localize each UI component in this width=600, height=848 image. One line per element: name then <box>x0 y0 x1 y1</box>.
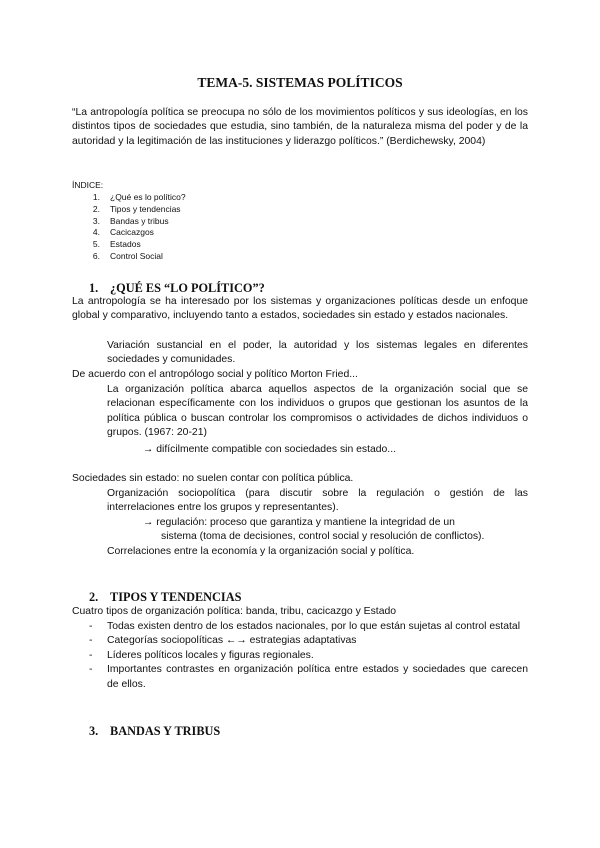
list-item: - Importantes contrastes en organización política entre estados y sociedades que carecen de ellos. <box>89 664 528 690</box>
sociopolitical-org: Organización sociopolítica (para discutir sobre la regulación o gestión de las interrelaciones entre los grupos y representantes). <box>107 488 528 514</box>
correlations-text: Correlaciones entre la economía y la organización social y política. <box>107 546 415 557</box>
fried-quote: La organización política abarca aquellos aspectos de la organización social que se relacionan específicamente con los individuos o grupos que gestionan los asuntos de la política pública o buscan controlar los compromisos o actividades de dichos individuos o grupos. (1967: 20-21) <box>107 384 528 439</box>
fried-intro: De acuerdo con el antropólogo social y político Morton Fried... <box>72 369 358 380</box>
index-heading: ÍNDICE: <box>72 180 104 190</box>
list-item: - Líderes políticos locales y figuras regionales. <box>89 649 314 661</box>
list-item: - Categorías sociopolíticas ←→ estrategias adaptativas <box>89 635 357 647</box>
list-item: - Todas existen dentro de los estados nacionales, por lo que están sujetas al control estatal <box>89 621 520 632</box>
stateless-societies: Sociedades sin estado: no suelen contar con política pública. <box>72 473 354 484</box>
section-2-bullets <box>89 620 528 692</box>
section-2-heading: 2. TIPOS Y TENDENCIAS <box>89 590 242 604</box>
fried-arrow-note: → difícilmente compatible con sociedades sin estado... <box>143 444 396 455</box>
section-1-heading: 1. ¿QUÉ ES “LO POLÍTICO”? <box>89 281 265 295</box>
page-title: TEMA-5. SISTEMAS POLÍTICOS <box>197 75 403 90</box>
opening-quote: “La antropología política se preocupa no sólo de los movimientos políticos y sus ideologías, en los distintos tipos de sociedades que estudia, sino también, de la naturaleza misma del poder y de la autoridad y la legitimación de las instituciones y liderazgo políticos.” (Berdichewsky, 2004) <box>72 107 528 147</box>
section-1-intro: La antropología se ha interesado por los sistemas y organizaciones políticas desde un enfoque global y comparativo, incluyendo tanto a estados, sociedades sin estado y estados nacionales. <box>72 296 528 322</box>
section-2-intro: Cuatro tipos de organización política: banda, tribu, cacicazgo y Estado <box>72 606 397 617</box>
regulation-line-1: → regulación: proceso que garantiza y mantiene la integridad de un <box>143 517 455 528</box>
variation-text: Variación sustancial en el poder, la autoridad y los sistemas legales en diferentes sociedades y comunidades. <box>107 340 528 366</box>
section-3-heading: 3. BANDAS Y TRIBUS <box>89 724 221 738</box>
regulation-line-2: sistema (toma de decisiones, control social y resolución de conflictos). <box>161 531 485 542</box>
